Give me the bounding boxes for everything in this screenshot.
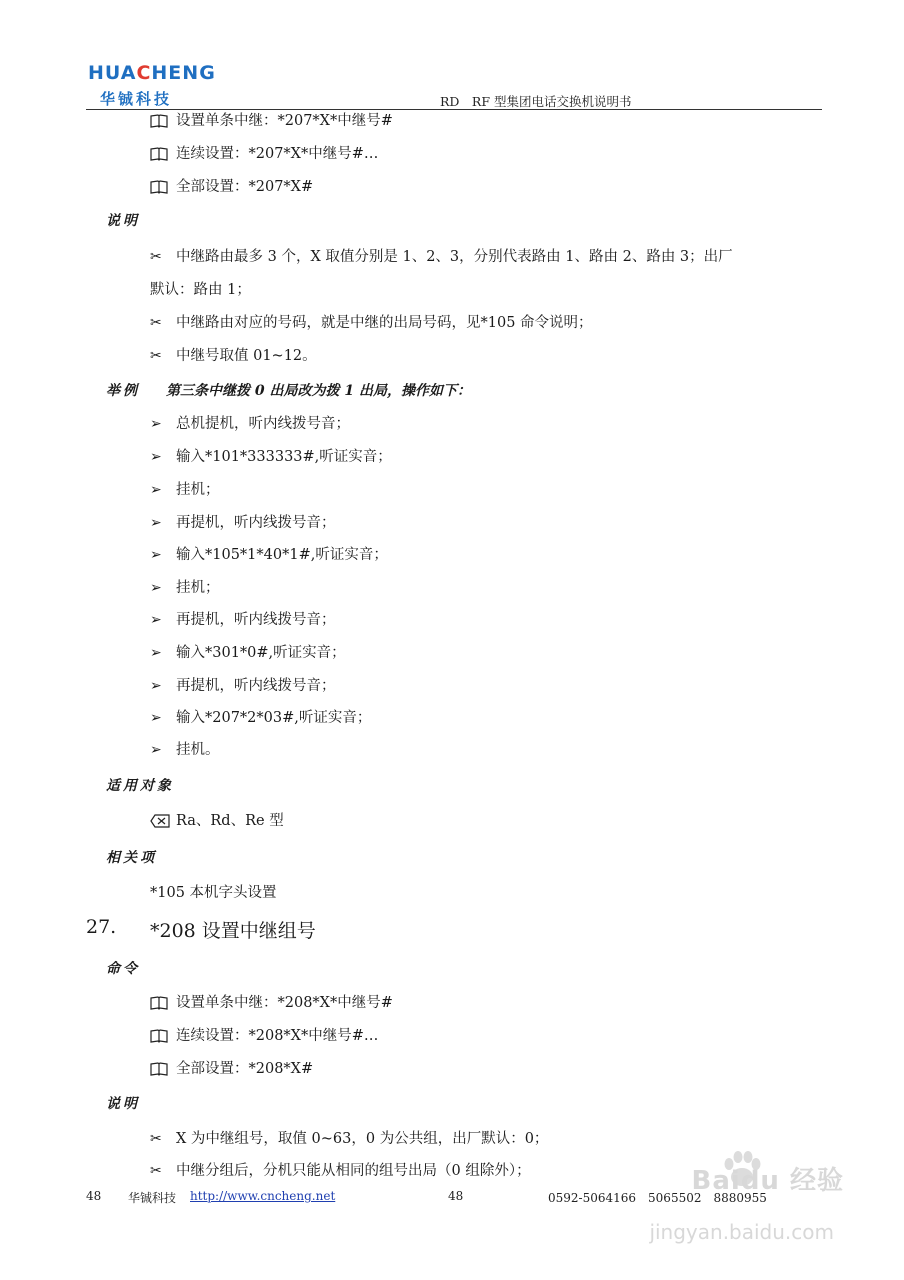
note-line: ✂ X 为中继组号，取值 0~63，0 为公共组，出厂默认：0； bbox=[150, 1131, 549, 1147]
scissors-icon: ✂ bbox=[150, 1131, 162, 1147]
arrow-right-icon: ➢ bbox=[150, 580, 162, 596]
command-line: 连续设置：*207*X*中继号#… bbox=[150, 144, 378, 164]
arrow-right-icon: ➢ bbox=[150, 547, 162, 563]
arrow-right-icon: ➢ bbox=[150, 612, 162, 628]
step-item: ➢ 挂机。 bbox=[150, 742, 220, 758]
command-line: 设置单条中继：*207*X*中继号# bbox=[150, 111, 393, 131]
arrow-right-icon: ➢ bbox=[150, 645, 162, 661]
step-item: ➢ 再提机，听内线拨号音； bbox=[150, 678, 336, 694]
footer-company: 华铖科技 bbox=[128, 1191, 177, 1205]
note-line: ✂ 中继号取值 01~12。 bbox=[150, 348, 317, 364]
applicable-line: Ra、Rd、Re 型 bbox=[150, 811, 284, 831]
scissors-icon: ✂ bbox=[150, 1163, 162, 1179]
note-line: ✂ 中继路由对应的号码，就是中继的出局号码，见*105 命令说明； bbox=[150, 315, 593, 331]
example-text: 第三条中继拨 0 出局改为拨 1 出局，操作如下： bbox=[166, 383, 471, 399]
footer-page-number-left: 48 bbox=[86, 1189, 102, 1203]
header-divider bbox=[86, 109, 822, 110]
footer-url-wrap bbox=[190, 1189, 335, 1203]
command-line: 设置单条中继：*208*X*中继号# bbox=[150, 993, 393, 1013]
arrow-right-icon: ➢ bbox=[150, 416, 162, 432]
footer-url-link[interactable]: http://www.cncheng.net bbox=[190, 1189, 336, 1203]
step-item: ➢ 输入*105*1*40*1#,听证实音； bbox=[150, 547, 388, 563]
book-icon bbox=[150, 1026, 176, 1046]
logo-english: HUACHENG bbox=[88, 62, 216, 84]
book-icon bbox=[150, 993, 176, 1013]
watermark-url: jingyan.baidu.com bbox=[649, 1220, 834, 1244]
footer-phones: 0592-5064166 5065502 8880955 bbox=[548, 1191, 767, 1205]
scissors-icon: ✂ bbox=[150, 249, 162, 265]
section-title: *208 设置中继组号 bbox=[150, 920, 316, 942]
arrow-right-icon: ➢ bbox=[150, 710, 162, 726]
arrow-right-icon: ➢ bbox=[150, 449, 162, 465]
applicable-heading: 适用对象 bbox=[106, 778, 174, 794]
related-item: *105 本机字头设置 bbox=[150, 885, 277, 901]
footer-page-number-center: 48 bbox=[448, 1189, 464, 1203]
scissors-icon: ✂ bbox=[150, 315, 162, 331]
box-x-icon bbox=[150, 811, 176, 831]
note-line: ✂ 中继路由最多 3 个，X 取值分别是 1、2、3，分别代表路由 1、路由 2、路由 3；出厂 bbox=[150, 249, 733, 265]
step-item: ➢ 输入*301*0#,听证实音； bbox=[150, 645, 346, 661]
logo-chinese: 华铖科技 bbox=[100, 90, 173, 108]
step-item: ➢ 再提机，听内线拨号音； bbox=[150, 515, 336, 531]
command-heading: 命令 bbox=[106, 961, 140, 977]
related-heading: 相关项 bbox=[106, 850, 157, 866]
arrow-right-icon: ➢ bbox=[150, 742, 162, 758]
step-item: ➢ 输入*101*333333#,听证实音； bbox=[150, 449, 392, 465]
command-line: 连续设置：*208*X*中继号#… bbox=[150, 1026, 378, 1046]
arrow-right-icon: ➢ bbox=[150, 678, 162, 694]
command-line: 全部设置：*208*X# bbox=[150, 1059, 313, 1079]
scissors-icon: ✂ bbox=[150, 348, 162, 364]
example-row bbox=[106, 380, 471, 400]
note-line: ✂ 中继分组后，分机只能从相同的组号出局（0 组除外）； bbox=[150, 1163, 531, 1179]
step-item: ➢ 总机提机，听内线拨号音； bbox=[150, 416, 350, 432]
note-line-continuation: 默认：路由 1； bbox=[150, 282, 251, 298]
book-icon bbox=[150, 1059, 176, 1079]
document-title: RD RF 型集团电话交换机说明书 bbox=[440, 94, 632, 109]
step-item: ➢ 挂机； bbox=[150, 482, 220, 498]
section-number: 27. bbox=[86, 916, 117, 938]
book-icon bbox=[150, 111, 176, 131]
book-icon bbox=[150, 177, 176, 197]
step-item: ➢ 再提机，听内线拨号音； bbox=[150, 612, 336, 628]
step-item: ➢ 挂机； bbox=[150, 580, 220, 596]
command-line: 全部设置：*207*X# bbox=[150, 177, 313, 197]
example-heading: 举例 bbox=[106, 383, 140, 399]
note-heading: 说明 bbox=[106, 1096, 140, 1112]
watermark-brand: Baidu 经验 bbox=[691, 1166, 844, 1196]
step-item: ➢ 输入*207*2*03#,听证实音； bbox=[150, 710, 372, 726]
arrow-right-icon: ➢ bbox=[150, 482, 162, 498]
note-heading: 说明 bbox=[106, 213, 140, 229]
book-icon bbox=[150, 144, 176, 164]
arrow-right-icon: ➢ bbox=[150, 515, 162, 531]
